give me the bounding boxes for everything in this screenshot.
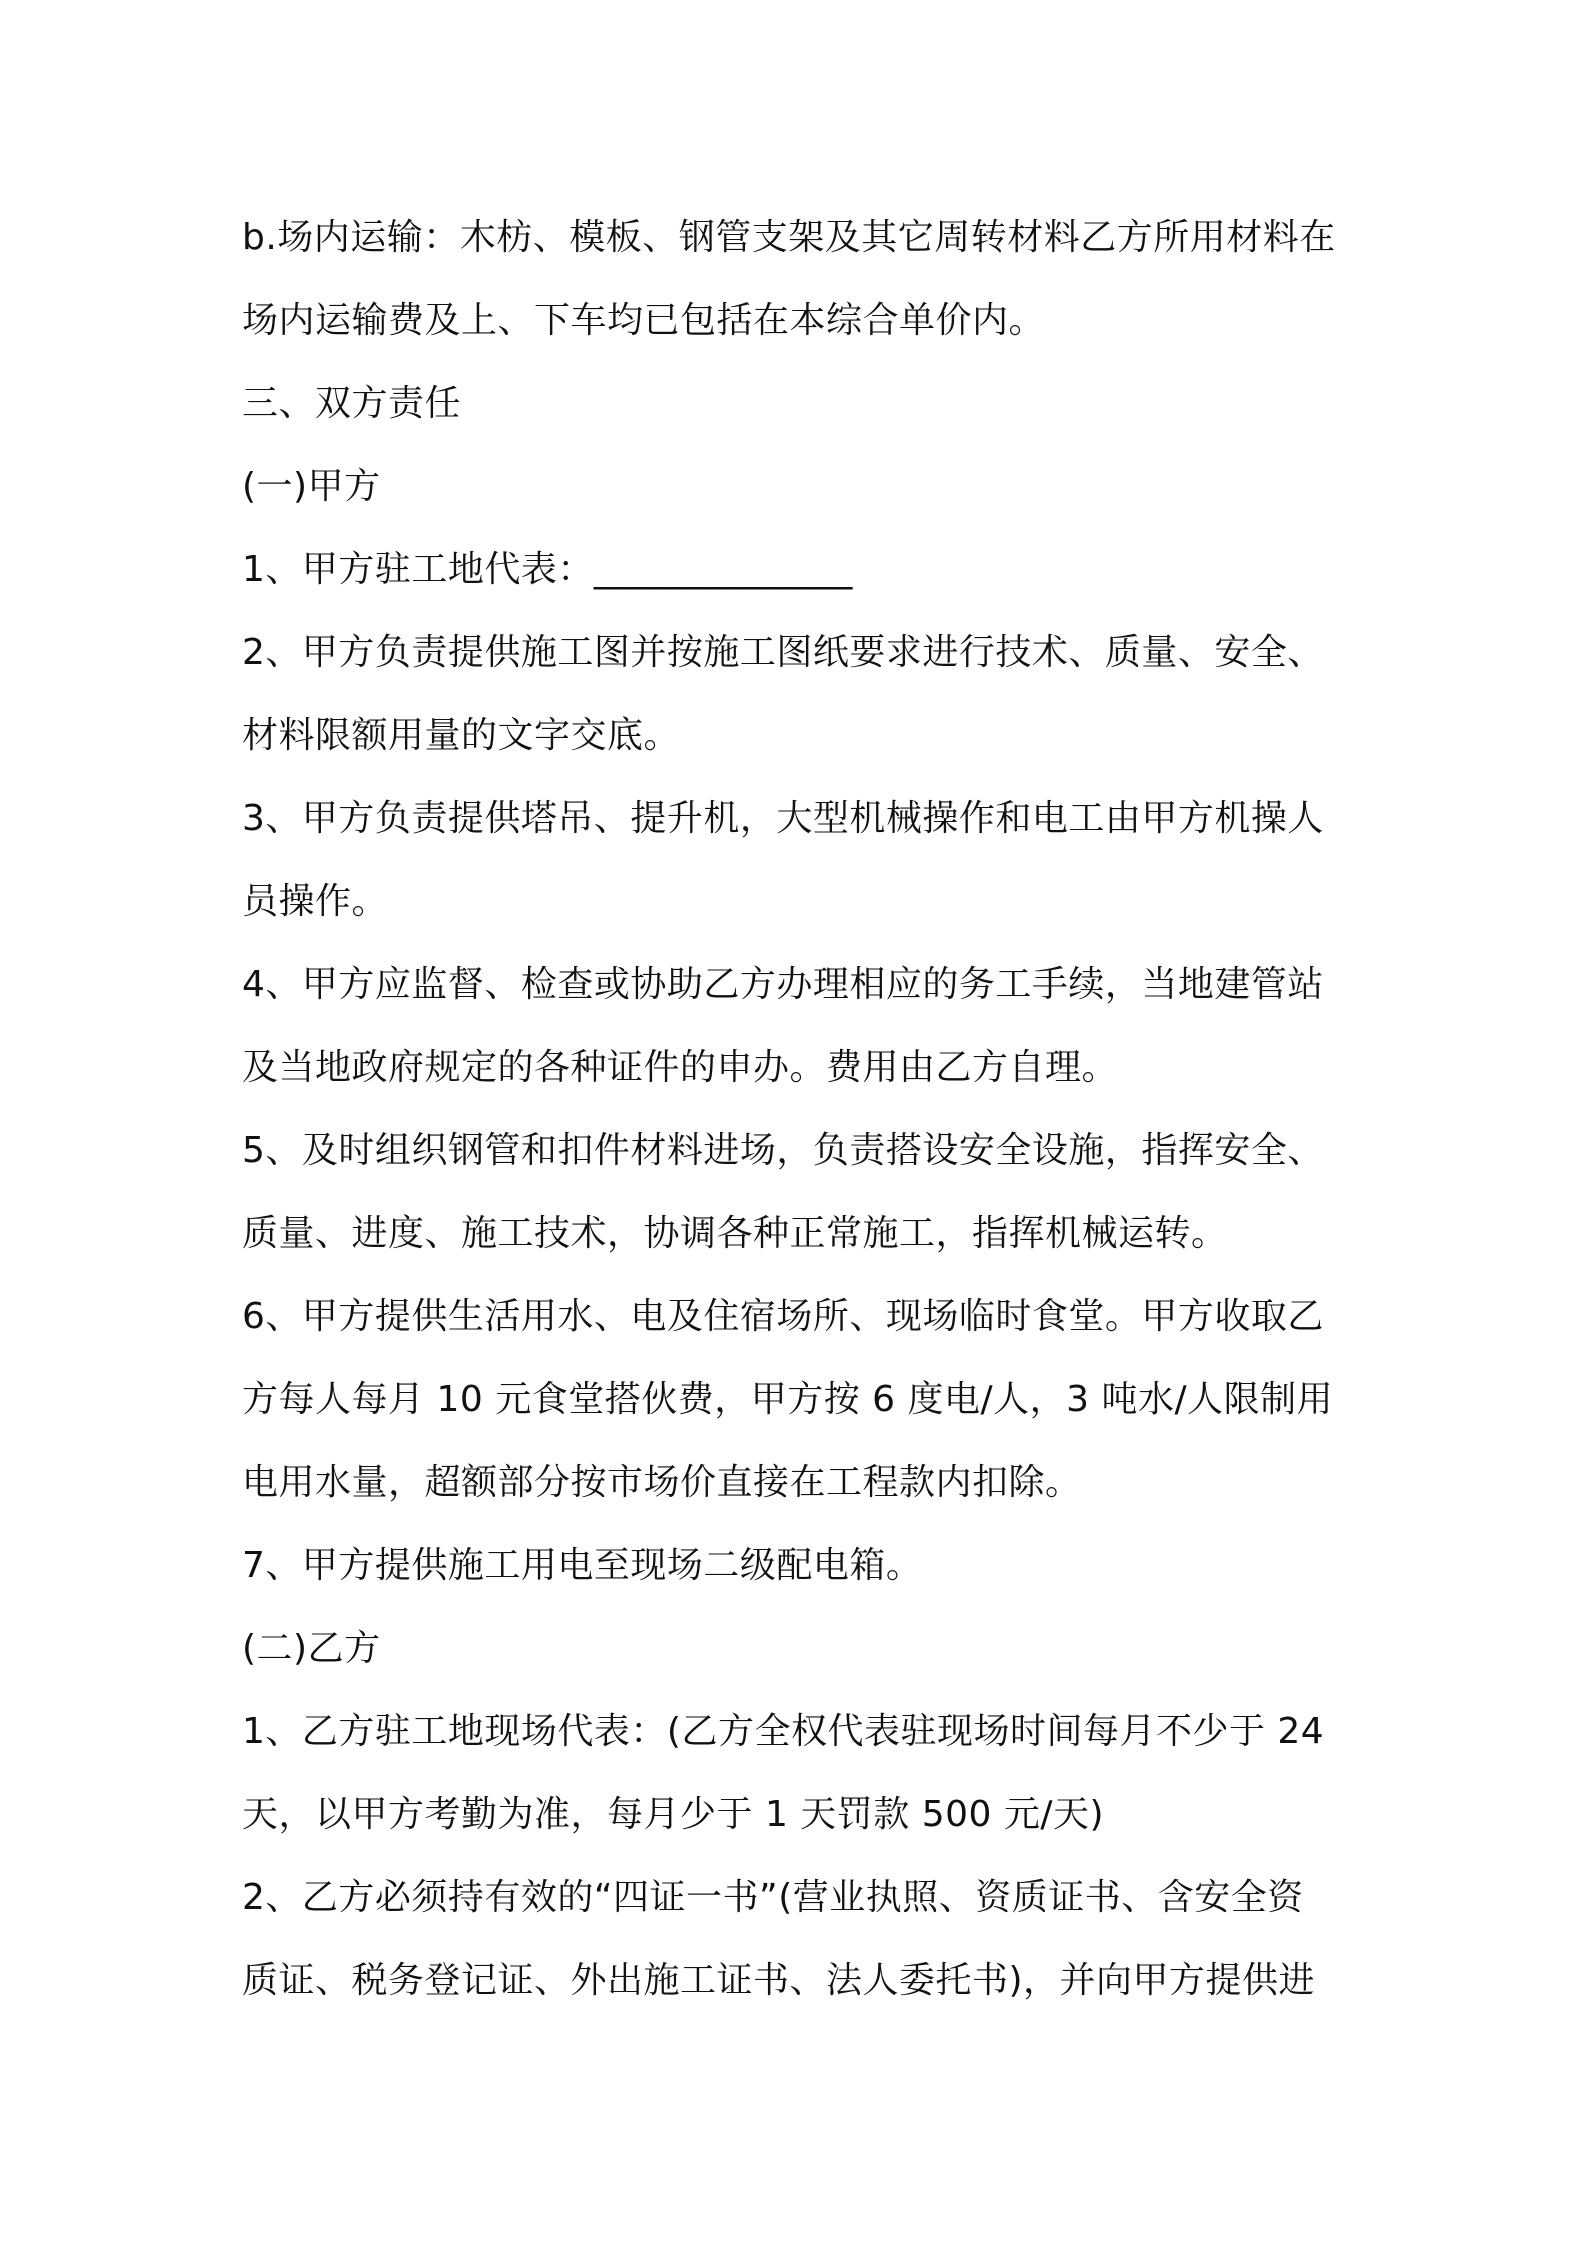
text-line: 材料限额用量的文字交底。 — [242, 715, 681, 756]
text-line: 及当地政府规定的各种证件的申办。费用由乙方自理。 — [242, 1047, 1119, 1088]
text-line: 5、及时组织钢管和扣件材料进场，负责搭设安全设施，指挥安全、 — [242, 1130, 1324, 1171]
subsection-heading: (二)乙方 — [242, 1628, 381, 1669]
text-line: 1、甲方驻工地代表：______________ — [242, 549, 853, 590]
text-line: 员操作。 — [242, 881, 389, 922]
text-line: 3、甲方负责提供塔吊、提升机，大型机械操作和电工由甲方机操人 — [242, 798, 1324, 839]
text-line: 6、甲方提供生活用水、电及住宿场所、现场临时食堂。甲方收取乙 — [242, 1296, 1324, 1337]
text-line: 4、甲方应监督、检查或协助乙方办理相应的务工手续，当地建管站 — [242, 964, 1324, 1005]
text-line: 1、乙方驻工地现场代表：(乙方全权代表驻现场时间每月不少于 24 — [242, 1711, 1325, 1752]
text-line: 场内运输费及上、下车均已包括在本综合单价内。 — [242, 300, 1046, 341]
subsection-heading: (一)甲方 — [242, 466, 381, 507]
section-heading: 三、双方责任 — [242, 383, 462, 424]
text-line: 天，以甲方考勤为准，每月少于 1 天罚款 500 元/天) — [242, 1794, 1105, 1835]
text-line: 电用水量，超额部分按市场价直接在工程款内扣除。 — [242, 1462, 1082, 1503]
text-line: 7、甲方提供施工用电至现场二级配电箱。 — [242, 1545, 923, 1586]
text-line: b.场内运输：木枋、模板、钢管支架及其它周转材料乙方所用材料在 — [242, 217, 1336, 258]
document-body — [242, 196, 1362, 2022]
text-line: 质量、进度、施工技术，协调各种正常施工，指挥机械运转。 — [242, 1213, 1228, 1254]
text-line: 方每人每月 10 元食堂搭伙费，甲方按 6 度电/人，3 吨水/人限制用 — [242, 1379, 1334, 1420]
text-line: 质证、税务登记证、外出施工证书、法人委托书)，并向甲方提供进 — [242, 1960, 1316, 2001]
text-line: 2、乙方必须持有效的“四证一书”(营业执照、资质证书、含安全资 — [242, 1877, 1304, 1918]
text-line: 2、甲方负责提供施工图并按施工图纸要求进行技术、质量、安全、 — [242, 632, 1324, 673]
